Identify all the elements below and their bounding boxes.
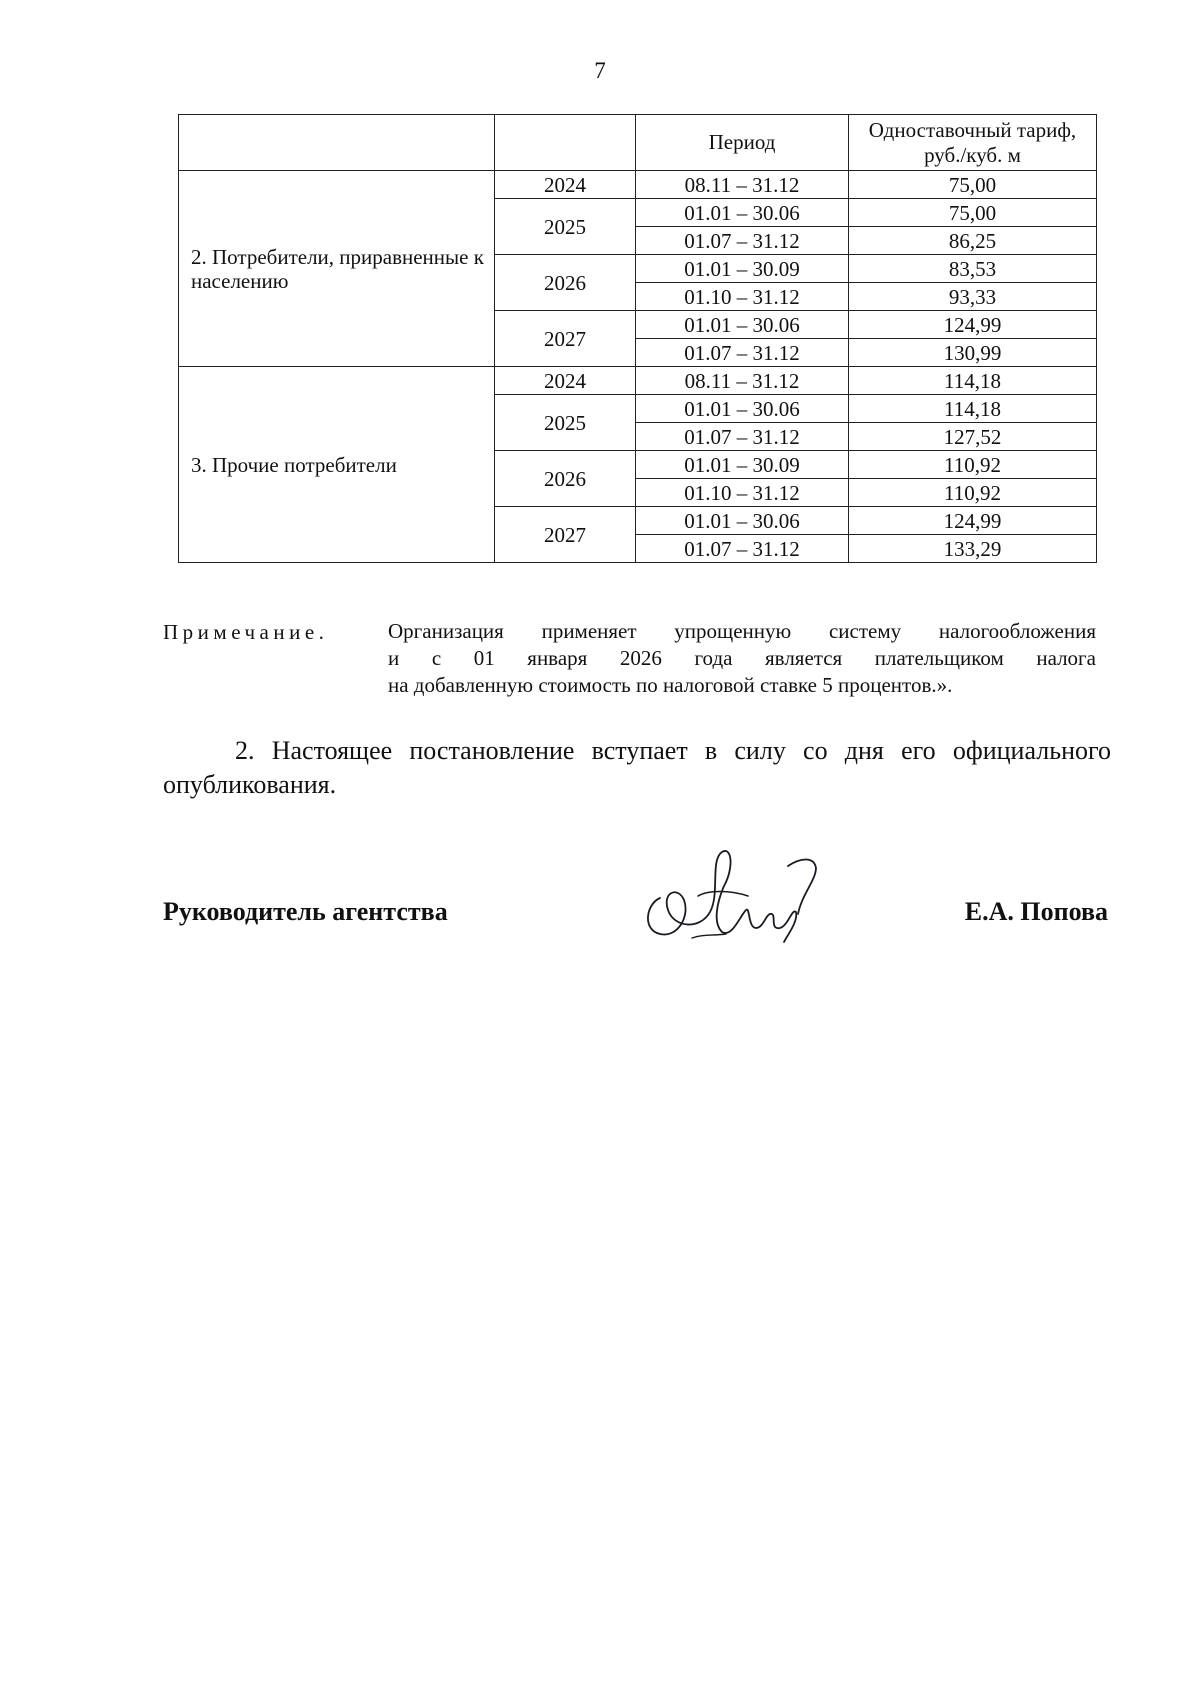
paragraph-line: опубликования. xyxy=(163,770,337,799)
year-cell: 2027 xyxy=(495,507,636,563)
period-cell: 01.07 – 31.12 xyxy=(636,423,849,451)
year-cell: 2026 xyxy=(495,255,636,311)
table-row xyxy=(179,171,1097,199)
year-cell: 2026 xyxy=(495,451,636,507)
period-cell: 08.11 – 31.12 xyxy=(636,171,849,199)
period-cell: 01.01 – 30.06 xyxy=(636,395,849,423)
period-cell: 01.07 – 31.12 xyxy=(636,227,849,255)
handwritten-signature xyxy=(638,838,828,950)
tariff-cell: 130,99 xyxy=(849,339,1097,367)
note-line: Организация применяет упрощенную систему налогообложения xyxy=(388,619,1096,643)
tariff-cell: 75,00 xyxy=(849,199,1097,227)
note-text xyxy=(388,618,1096,699)
tariff-cell: 83,53 xyxy=(849,255,1097,283)
tariff-cell: 86,25 xyxy=(849,227,1097,255)
tariff-cell: 127,52 xyxy=(849,423,1097,451)
year-cell: 2024 xyxy=(495,367,636,395)
period-cell: 01.01 – 30.09 xyxy=(636,255,849,283)
tariff-cell: 124,99 xyxy=(849,507,1097,535)
signatory-name: Е.А. Попова xyxy=(964,897,1108,926)
tariff-cell: 110,92 xyxy=(849,451,1097,479)
year-cell: 2025 xyxy=(495,395,636,451)
header-tariff: Одноставочный тариф, руб./куб. м xyxy=(849,115,1097,171)
tariff-cell: 110,92 xyxy=(849,479,1097,507)
period-cell: 01.01 – 30.06 xyxy=(636,199,849,227)
note-line: и с 01 января 2026 года является плательщиком налога xyxy=(388,646,1096,670)
tariff-cell: 114,18 xyxy=(849,395,1097,423)
note-label: Примечание. xyxy=(163,620,329,644)
tariff-cell: 114,18 xyxy=(849,367,1097,395)
table-row xyxy=(179,367,1097,395)
note-line: на добавленную стоимость по налоговой ставке 5 процентов.». xyxy=(388,673,953,697)
year-cell: 2025 xyxy=(495,199,636,255)
period-cell: 01.01 – 30.06 xyxy=(636,311,849,339)
period-cell: 01.07 – 31.12 xyxy=(636,535,849,563)
signatory-title: Руководитель агентства xyxy=(163,897,448,926)
header-blank-1 xyxy=(179,115,495,171)
effective-date-paragraph xyxy=(163,734,1111,802)
period-cell: 01.10 – 31.12 xyxy=(636,283,849,311)
period-cell: 01.01 – 30.06 xyxy=(636,507,849,535)
year-cell: 2024 xyxy=(495,171,636,199)
header-period: Период xyxy=(636,115,849,171)
tariff-table xyxy=(178,114,1097,563)
period-cell: 01.10 – 31.12 xyxy=(636,479,849,507)
tariff-cell: 93,33 xyxy=(849,283,1097,311)
header-blank-2 xyxy=(495,115,636,171)
tariff-cell: 75,00 xyxy=(849,171,1097,199)
tariff-cell: 124,99 xyxy=(849,311,1097,339)
paragraph-line: 2. Настоящее постановление вступает в силу со дня его официального xyxy=(235,736,1111,765)
period-cell: 08.11 – 31.12 xyxy=(636,367,849,395)
consumer-group-cell: 2. Потребители, приравненные к населению xyxy=(179,171,495,367)
tariff-cell: 133,29 xyxy=(849,535,1097,563)
period-cell: 01.07 – 31.12 xyxy=(636,339,849,367)
table-header-row xyxy=(179,115,1097,171)
period-cell: 01.01 – 30.09 xyxy=(636,451,849,479)
page-number: 7 xyxy=(594,58,606,83)
consumer-group-cell: 3. Прочие потребители xyxy=(179,367,495,563)
year-cell: 2027 xyxy=(495,311,636,367)
